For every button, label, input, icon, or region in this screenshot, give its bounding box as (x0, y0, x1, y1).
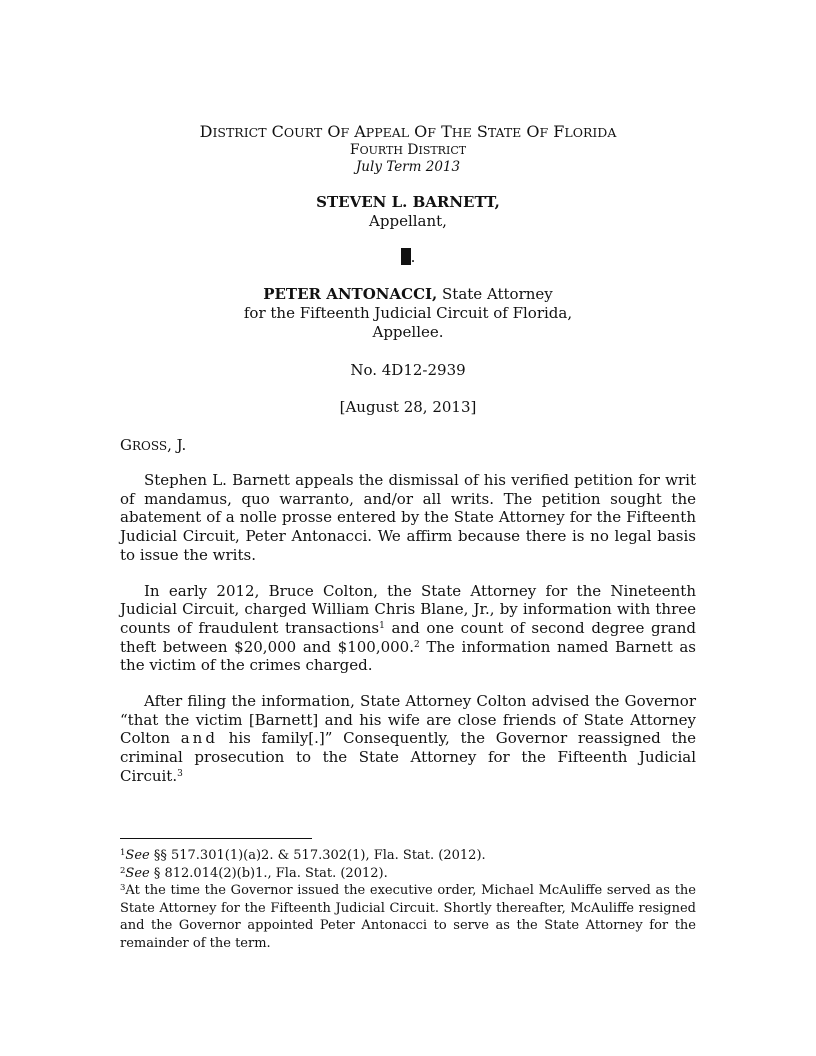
versus-suffix: . (410, 248, 416, 266)
author-line (120, 436, 696, 454)
appellee-circuit: for the Fifteenth Judicial Circuit of Florida, (243, 304, 573, 322)
paragraph-2-text-b: and one count of second degree grand theft between $20,000 and $100,000. (120, 618, 696, 656)
paragraph-3-text-b: his family[.]” Consequently, the Governor reassigned the criminal prosecution to the State Attorney for the Fifteenth Judicial Circuit. (120, 729, 697, 785)
appellee-title: State Attorney (437, 285, 553, 303)
paragraph-3-text-a: After filing the information, State Attorney Colton advised the Governor “that the victim [Barnett] and his wife are close friends of State Attorney Colton (120, 692, 696, 748)
case-number: No. 4D12-2939 (350, 361, 466, 379)
footnote-1-text: §§ 517.301(1)(a)2. & 517.302(1), Fla. Stat. (2012). (149, 848, 486, 863)
footnote-2-signal: See (125, 865, 150, 881)
footnote-2-text: § 812.014(2)(b)1., Fla. Stat. (2012). (149, 865, 388, 881)
opinion-page (120, 122, 696, 786)
footnote-1-number: 1 (120, 848, 126, 858)
footnote-3-number: 3 (120, 883, 126, 893)
decision-date: [August 28, 2013] (339, 398, 477, 416)
footnote-1 (120, 847, 696, 865)
author-suffix: , J. (167, 436, 187, 454)
appellee-role: Appellee. (372, 323, 444, 341)
paragraph-2 (120, 582, 696, 676)
footnote-2-number: 2 (120, 865, 126, 876)
footnote-ref-2[interactable]: 2 (414, 639, 420, 650)
appellant-block (120, 193, 696, 231)
footnote-divider (120, 838, 312, 839)
paragraph-3-and: and (180, 729, 218, 748)
appellee-block (120, 285, 696, 342)
court-name (120, 122, 696, 142)
district-name (120, 142, 696, 159)
appellee-name: PETER ANTONACCI, (263, 285, 438, 303)
district-name-text: FOURTH DISTRICT (349, 142, 467, 158)
footnote-3-text: At the time the Governor issued the executive order, Michael McAuliffe served as the State Attorney for the Fifteenth Judicial Circuit. Shortly thereafter, McAuliffe resigned and the Governor appointed Peter Antonacci to serve as the State Attorney for the remainder of the term. (120, 883, 696, 951)
footnote-ref-3[interactable]: 3 (177, 768, 183, 779)
court-name-text: DISTRICT COURT OF APPEAL OF THE STATE OF FLORIDA (199, 122, 617, 141)
footnote-1-signal: See (125, 848, 150, 863)
footnote-3 (120, 882, 696, 952)
appellant-role: Appellant, (369, 212, 447, 230)
footnote-2 (120, 865, 696, 883)
paragraph-3 (120, 692, 696, 786)
paragraph-2-text-a: In early 2012, Bruce Colton, the State Attorney for the Nineteenth Judicial Circuit, charged William Chris Blane, Jr., by information with three counts of fraudulent transactions (120, 581, 696, 637)
versus (120, 248, 696, 270)
redaction-mark (401, 248, 411, 265)
paragraph-2-text-c: The information named Barnett as the victim of the crimes charged. (120, 637, 696, 675)
footnotes (120, 847, 696, 952)
author-name: GROSS (120, 436, 168, 454)
footnote-ref-1[interactable]: 1 (379, 620, 385, 631)
term: July Term 2013 (355, 159, 461, 175)
paragraph-1: Stephen L. Barnett appeals the dismissal of his verified petition for writ of mandamus, quo warranto, and/or all writs. The petition sought the abatement of a nolle prosse entered by the State Attorney for the Fifteenth Judicial Circuit, Peter Antonacci. We affirm because there is no legal basis to issue the writs. (120, 471, 696, 564)
appellant-name: STEVEN L. BARNETT, (316, 193, 500, 211)
